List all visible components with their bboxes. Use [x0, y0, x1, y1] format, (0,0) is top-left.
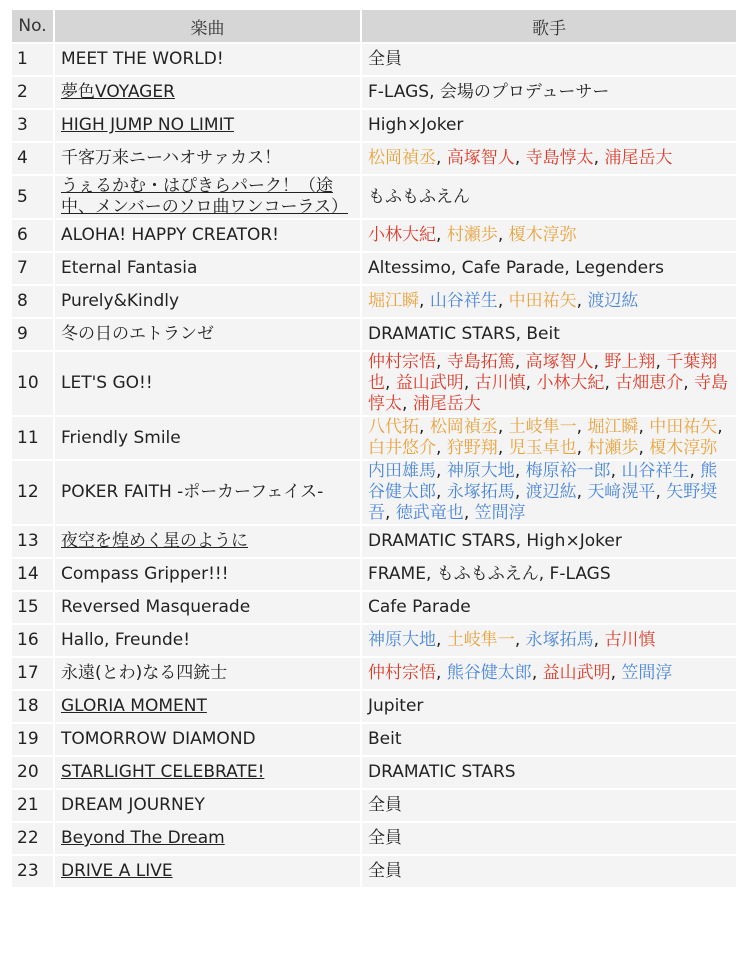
separator: , — [436, 663, 447, 683]
song-number: 2 — [12, 77, 53, 108]
singers-cell — [362, 286, 736, 317]
singer-name: 中田祐矢 — [649, 417, 718, 437]
singer-name: 八代拓 — [368, 417, 419, 437]
separator: , — [497, 225, 509, 245]
singer-name: 村瀬歩 — [446, 225, 498, 245]
song-number: 22 — [12, 823, 53, 854]
table-row — [12, 176, 736, 218]
separator: , — [514, 630, 526, 650]
separator: , — [717, 417, 723, 437]
singers-cell — [362, 143, 736, 174]
setlist-table — [10, 8, 738, 889]
song-title-text: 冬の日のエトランゼ — [61, 324, 214, 344]
song-title — [55, 253, 360, 284]
singer-name: 榎木淳弥 — [649, 438, 718, 458]
table-row — [12, 592, 736, 623]
separator: , — [385, 503, 396, 523]
singer-name: 益山武明 — [542, 663, 611, 683]
singer-name: 山谷祥生 — [429, 291, 498, 311]
singers-cell — [362, 559, 736, 590]
song-number: 1 — [12, 44, 53, 75]
song-title-text: DREAM JOURNEY — [61, 795, 205, 815]
header-no: No. — [12, 10, 53, 42]
singer-name: 熊谷健太郎 — [446, 663, 532, 683]
singer-name: 寺島拓篤 — [446, 352, 515, 372]
singer-name: 高塚智人 — [525, 352, 594, 372]
singer-name: 小林大紀 — [368, 225, 436, 245]
separator: , — [604, 373, 616, 393]
singer-name: 古川慎 — [604, 630, 656, 650]
song-number: 15 — [12, 592, 53, 623]
separator: , — [610, 663, 622, 683]
song-title-text[interactable]: うぇるかむ・はぴきらパーク！（途中、メンバーのソロ曲ワンコーラス） — [61, 176, 348, 217]
song-title — [55, 658, 360, 689]
singer-name: 天﨑滉平 — [587, 482, 656, 502]
singers-cell — [362, 417, 736, 459]
song-number: 18 — [12, 691, 53, 722]
singer-name: DRAMATIC STARS — [368, 762, 516, 782]
table-row — [12, 286, 736, 317]
song-title — [55, 220, 360, 251]
song-title-text[interactable]: DRIVE A LIVE — [61, 861, 173, 881]
song-title-text[interactable]: STARLIGHT CELEBRATE! — [61, 762, 265, 782]
singers-cell — [362, 691, 736, 722]
song-title-text: Hallo, Freunde! — [61, 630, 191, 650]
separator: , — [514, 148, 526, 168]
singers-cell — [362, 790, 736, 821]
song-number: 3 — [12, 110, 53, 141]
song-number: 14 — [12, 559, 53, 590]
separator: , — [689, 461, 701, 481]
song-number: 12 — [12, 461, 53, 524]
singer-name: 渡辺紘 — [525, 482, 577, 502]
separator: , — [436, 438, 447, 458]
song-number: 23 — [12, 856, 53, 887]
table-row — [12, 44, 736, 75]
song-title — [55, 461, 360, 524]
separator: , — [593, 630, 605, 650]
song-number: 16 — [12, 625, 53, 656]
song-title-text: Reversed Masquerade — [61, 597, 251, 617]
table-row — [12, 658, 736, 689]
separator: , — [593, 352, 605, 372]
singer-name: 児玉卓也 — [508, 438, 577, 458]
song-number: 20 — [12, 757, 53, 788]
separator: , — [463, 503, 475, 523]
separator: , — [463, 373, 475, 393]
song-title-text: Compass Gripper!!! — [61, 564, 229, 584]
separator: , — [497, 417, 509, 437]
separator: , — [638, 417, 650, 437]
song-title-text: 千客万来ニーハオサァカス！ — [61, 148, 282, 168]
separator: , — [436, 148, 447, 168]
singers-cell — [362, 220, 736, 251]
singer-name: 笠間淳 — [474, 503, 526, 523]
singer-name: 渡辺紘 — [587, 291, 639, 311]
song-title — [55, 286, 360, 317]
singer-name: 土岐隼一 — [446, 630, 515, 650]
singer-name: 中田祐矢 — [508, 291, 577, 311]
table-row — [12, 625, 736, 656]
singer-name: 堀江瞬 — [368, 291, 419, 311]
song-number: 13 — [12, 526, 53, 557]
song-title — [55, 592, 360, 623]
separator: , — [576, 417, 588, 437]
singer-name: 神原大地 — [368, 630, 436, 650]
table-row — [12, 77, 736, 108]
table-row — [12, 856, 736, 887]
singer-name: 寺島惇太 — [525, 148, 594, 168]
song-title-text: TOMORROW DIAMOND — [61, 729, 256, 749]
song-title-text[interactable]: 夜空を煌めく星のように — [61, 531, 248, 551]
song-number: 5 — [12, 176, 53, 218]
singer-name: 松岡禎丞 — [368, 148, 436, 168]
separator: , — [576, 438, 588, 458]
separator: , — [514, 461, 526, 481]
table-row — [12, 823, 736, 854]
song-number: 19 — [12, 724, 53, 755]
header-artist: 歌手 — [362, 10, 736, 42]
song-title-link[interactable] — [55, 526, 360, 557]
separator: , — [531, 663, 543, 683]
table-row — [12, 724, 736, 755]
singers-cell — [362, 77, 736, 108]
separator: , — [436, 461, 447, 481]
separator: , — [576, 482, 588, 502]
singers-cell — [362, 176, 736, 218]
singer-name: 千葉翔也 — [368, 352, 718, 393]
singer-name: FRAME, もふもふえん, F-LAGS — [368, 564, 611, 584]
singer-name: 高塚智人 — [446, 148, 515, 168]
singers-cell — [362, 526, 736, 557]
song-number: 6 — [12, 220, 53, 251]
singer-name: 梅原裕一郎 — [525, 461, 611, 481]
separator: , — [436, 482, 447, 502]
table-row — [12, 253, 736, 284]
separator: , — [514, 352, 526, 372]
singer-name: 神原大地 — [446, 461, 515, 481]
singer-name: 野上翔 — [604, 352, 656, 372]
singers-cell — [362, 253, 736, 284]
singer-name: 堀江瞬 — [587, 417, 639, 437]
song-title-link[interactable] — [55, 176, 360, 218]
song-number: 21 — [12, 790, 53, 821]
separator: , — [402, 394, 413, 414]
singer-name: 浦尾岳大 — [412, 394, 481, 414]
singer-name: 徳武竜也 — [395, 503, 464, 523]
song-title — [55, 417, 360, 459]
singers-cell — [362, 658, 736, 689]
singers-cell — [362, 592, 736, 623]
singer-name: 永塚拓馬 — [525, 630, 594, 650]
song-title-text[interactable]: GLORIA MOMENT — [61, 696, 207, 716]
song-title-text: 永遠(とわ)なる四銃士 — [61, 663, 228, 683]
singers-cell — [362, 44, 736, 75]
song-title-text: Friendly Smile — [61, 427, 181, 448]
singer-name: 全員 — [368, 861, 402, 881]
song-title-text[interactable]: Beyond The Dream — [61, 828, 225, 848]
song-title — [55, 44, 360, 75]
song-title-link[interactable] — [55, 856, 360, 887]
singer-name: 仲村宗悟 — [368, 352, 436, 372]
song-title-text: Eternal Fantasia — [61, 258, 198, 278]
singer-name: 全員 — [368, 49, 402, 69]
singer-name: High×Joker — [368, 115, 464, 135]
song-title — [55, 559, 360, 590]
header-song: 楽曲 — [55, 10, 360, 42]
song-title — [55, 352, 360, 415]
separator: , — [436, 630, 447, 650]
singer-name: 村瀬歩 — [587, 438, 639, 458]
separator: , — [385, 373, 396, 393]
singer-name: 古川慎 — [474, 373, 526, 393]
song-title — [55, 790, 360, 821]
singer-name: 矢野奨吾 — [368, 482, 718, 523]
singer-name: 益山武明 — [395, 373, 464, 393]
singer-name: 内田雄馬 — [368, 461, 436, 481]
singer-name: もふもふえん — [368, 186, 470, 207]
singer-name: 松岡禎丞 — [429, 417, 498, 437]
singer-name: Altessimo, Cafe Parade, Legenders — [368, 258, 664, 278]
singers-cell — [362, 625, 736, 656]
separator: , — [436, 352, 447, 372]
singers-cell — [362, 110, 736, 141]
song-title — [55, 143, 360, 174]
song-number: 10 — [12, 352, 53, 415]
separator: , — [593, 148, 605, 168]
song-title-link[interactable] — [55, 757, 360, 788]
singer-name: 全員 — [368, 795, 402, 815]
song-title — [55, 319, 360, 350]
singers-cell — [362, 823, 736, 854]
table-row — [12, 559, 736, 590]
song-title-text: POKER FAITH -ポーカーフェイス- — [61, 482, 324, 502]
song-number: 4 — [12, 143, 53, 174]
song-title-text: MEET THE WORLD! — [61, 49, 224, 69]
singer-name: DRAMATIC STARS, High×Joker — [368, 531, 622, 551]
table-row — [12, 757, 736, 788]
song-title-link[interactable] — [55, 691, 360, 722]
singers-cell — [362, 319, 736, 350]
singer-name: 白井悠介 — [368, 438, 436, 458]
table-body — [12, 44, 736, 887]
singer-name: Cafe Parade — [368, 597, 471, 617]
song-title-link[interactable] — [55, 823, 360, 854]
separator: , — [525, 373, 537, 393]
singer-name: 榎木淳弥 — [508, 225, 577, 245]
table-row — [12, 417, 736, 459]
separator: , — [497, 438, 509, 458]
song-title-text: Purely&Kindly — [61, 291, 180, 311]
header-row — [12, 10, 736, 42]
table-row — [12, 143, 736, 174]
song-number: 11 — [12, 417, 53, 459]
singer-name: Beit — [368, 729, 402, 749]
table-row — [12, 691, 736, 722]
separator: , — [419, 291, 430, 311]
song-number: 7 — [12, 253, 53, 284]
singer-name: 永塚拓馬 — [446, 482, 515, 502]
singer-name: 小林大紀 — [536, 373, 605, 393]
singer-name: F-LAGS, 会場のプロデューサー — [368, 82, 610, 102]
table-row — [12, 461, 736, 524]
song-number: 9 — [12, 319, 53, 350]
singer-name: 熊谷健太郎 — [368, 461, 718, 502]
song-title-text: LET'S GO!! — [61, 373, 153, 393]
table-row — [12, 319, 736, 350]
singers-cell — [362, 757, 736, 788]
song-title-text[interactable]: HIGH JUMP NO LIMIT — [61, 115, 234, 135]
singer-name: 全員 — [368, 828, 402, 848]
table-row — [12, 110, 736, 141]
singer-name: 仲村宗悟 — [368, 663, 436, 683]
table-row — [12, 220, 736, 251]
separator: , — [655, 482, 667, 502]
separator: , — [497, 291, 509, 311]
singer-name: 古畑恵介 — [615, 373, 684, 393]
table-row — [12, 790, 736, 821]
separator: , — [436, 225, 447, 245]
singer-name: DRAMATIC STARS, Beit — [368, 324, 560, 344]
singers-cell — [362, 461, 736, 524]
separator: , — [610, 461, 622, 481]
separator: , — [638, 438, 650, 458]
singers-cell — [362, 856, 736, 887]
singer-name: 狩野翔 — [446, 438, 498, 458]
singers-cell — [362, 724, 736, 755]
separator: , — [655, 352, 667, 372]
singer-name: 浦尾岳大 — [604, 148, 673, 168]
song-title-link[interactable] — [55, 77, 360, 108]
singer-name: 笠間淳 — [621, 663, 673, 683]
table-row — [12, 526, 736, 557]
song-title-link[interactable] — [55, 110, 360, 141]
song-number: 8 — [12, 286, 53, 317]
table-row — [12, 352, 736, 415]
song-title — [55, 724, 360, 755]
separator: , — [514, 482, 526, 502]
song-title-text: ALOHA! HAPPY CREATOR! — [61, 225, 279, 245]
singer-name: 寺島惇太 — [368, 373, 729, 414]
song-number: 17 — [12, 658, 53, 689]
singers-cell — [362, 352, 736, 415]
song-title — [55, 625, 360, 656]
singer-name: 山谷祥生 — [621, 461, 690, 481]
separator: , — [419, 417, 430, 437]
separator: , — [576, 291, 588, 311]
singer-name: Jupiter — [368, 696, 424, 716]
song-title-text[interactable]: 夢色VOYAGER — [61, 82, 175, 102]
singer-name: 土岐隼一 — [508, 417, 577, 437]
separator: , — [683, 373, 695, 393]
